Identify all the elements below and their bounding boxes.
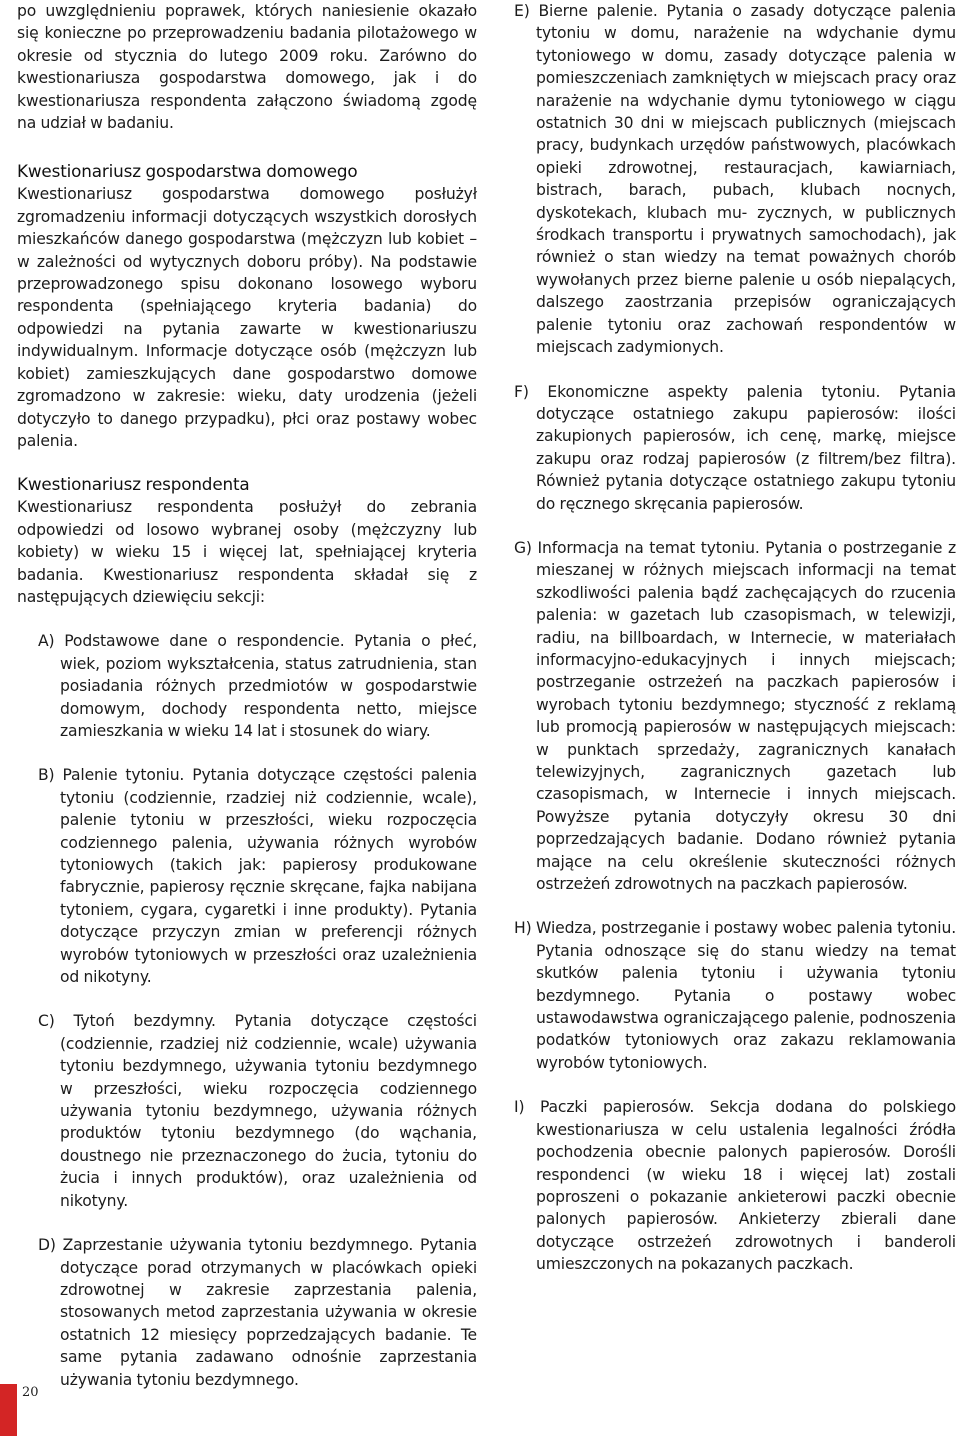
page-number-accent-bar (0, 1384, 17, 1436)
section-f: F) Ekonomiczne aspekty palenia tytoniu. Pytania dotyczące ostatniego zakupu papierosów: ilości zakupionych papierosów, ich cenę, markę, miejsce zakupu oraz rodzaj papierosów (z filtrem/bez filtra). Również pytania dotyczące ostatniego zakupu tytoniu do ręcznego skręcania papierosów. (514, 382, 956, 513)
section-a: A) Podstawowe dane o respondencie. Pytania o płeć, wiek, poziom wykształcenia, status zatrudnienia, stan posiadania różnych przedmiotów w gospodarstwie domowym, dochody respondenta netto, miejsce zamieszkania w wieku 14 lat i stosunek do wiary. (38, 632, 477, 740)
left-column (17, 0, 477, 1391)
respondent-questionnaire-heading: Kwestionariusz respondenta (17, 474, 250, 495)
page-number: 20 (22, 1385, 39, 1400)
section-i: I) Paczki papierosów. Sekcja dodana do polskiego kwestionariusza w celu ustalenia legalności źródła pochodzenia obecnie palonych papierosów. Dorośli respondenci (w wieku 18 i więcej lat) zostali poproszeni o pokazanie ankieterowi paczki obecnie palonych papierosów. Ankieterzy zbierali dane dotyczące ostrzeżeń zdrowotnych i banderoli umieszczonych na pokazanych paczkach. (514, 1098, 956, 1274)
household-questionnaire-text: Kwestionariusz gospodarstwa domowego posłużył zgromadzeniu informacji dotyczących wszystkich dorosłych mieszkańców danego gospodarstwa (mężczyzn lub kobiet – w zależności od wytycznych doboru próby). Na podstawie przeprowadzonego spisu dokonano losowego wyboru respondenta (spełniającego kryteria badania) do odpowiedzi na pytania zawarte w kwestionariuszu indywidualnym. Informacje dotyczące osób (mężczyzn lub kobiet) zamieszkujących dane gospodarstwo domowe zgromadzono w zakresie: wieku, daty urodzenia (jeżeli dotyczyło to danego przypadku), płci oraz postawy wobec palenia. (17, 185, 477, 450)
respondent-questionnaire-text: Kwestionariusz respondenta posłużył do zebrania odpowiedzi od losowo wybranej osoby (mężczyzny lub kobiety) w wieku 15 i więcej lat, spełniającej kryteria badania. Kwestionariusz respondenta składał się z następujących dziewięciu sekcji: (17, 498, 477, 606)
section-g: G) Informacja na temat tytoniu. Pytania o postrzeganie z mieszanej w różnych miejscach informacji na temat szkodliwości palenia bądź zachęcających do rzucenia palenia: w gazetach lub czasopismach, w telewizji, radiu, na billboardach, w Internecie, w materiałach informacyjno-edukacyjnych i innych miejscach; postrzeganie ostrzeżeń na paczkach papierosów i wyrobach tytoniu bezdymnego; styczność z reklamą lub promocją papierosów w następujących miejscach: w punktach sprzedaży, zagranicznych kanałach telewizyjnych, zagranicznych gazetach lub czasopismach, w Internecie i innych miejscach. Powyższe pytania dotyczyły okresu 30 dni poprzedzających badanie. Dodano również pytania mające na celu określenie skuteczności różnych ostrzeżeń zdrowotnych na paczkach papierosów. (514, 538, 956, 894)
section-c: C) Tytoń bezdymny. Pytania dotyczące częstości (codziennie, rzadziej niż codziennie, wcale) używania tytoniu bezdymnego, używania tytoniu bezdymnego w przeszłości, wieku rozpoczęcia codziennego używania tytoniu bezdymnego, używania różnych produktów tytoniu bezdymnego (do wąchania, doustnego nie przeznaczonego do żucia, tytoniu do żucia i innych produktów), oraz uzależnienia od nikotyny. (38, 1012, 477, 1210)
household-questionnaire-heading: Kwestionariusz gospodarstwa domowego (17, 161, 358, 182)
section-h: H) Wiedza, postrzeganie i postawy wobec palenia tytoniu. Pytania odnoszące się do stanu wiedzy na temat skutków palenia tytoniu i używania tytoniu bezdymnego. Pytania o postawy wobec ustawodawstwa ograniczającego palenie, podnoszenia podatków tytoniowych oraz zakazu reklamowania wyrobów tytoniowych. (514, 919, 956, 1072)
section-b: B) Palenie tytoniu. Pytania dotyczące częstości palenia tytoniu (codziennie, rzadziej niż codziennie, wcale), palenie tytoniu w przeszłości, wieku rozpoczęcia codziennego palenia, używania różnych wyrobów tytoniowych (takich jak: papierosy produkowane fabrycznie, papierosy ręcznie skręcane, fajka nabijana tytoniem, cygara, cygaretki i inne produkty). Pytania dotyczące przyczyn zmian w preferencji różnych wyrobów tytoniowych w przeszłości oraz uzależnienia od nikotyny. (38, 766, 477, 987)
intro-paragraph: po uwzględnieniu poprawek, których naniesienie okazało się konieczne po przeprowadzeniu badania pilotażowego w okresie od stycznia do lutego 2009 roku. Zarówno do kwestionariusza gospodarstwa domowego, jak i do kwestionariusza respondenta załączono świadomą zgodę na udział w badaniu. (17, 2, 477, 133)
section-d: D) Zaprzestanie używania tytoniu bezdymnego. Pytania dotyczące porad otrzymanych w placówkach opieki zdrowotnej w zakresie zaprzestania palenia, stosowanych metod zaprzestania używania w okresie ostatnich 12 miesięcy poprzedzających badanie. Te same pytania zadawano odnośnie zaprzestania używania tytoniu bezdymnego. (38, 1236, 477, 1389)
right-column (514, 0, 956, 1276)
section-e: E) Bierne palenie. Pytania o zasady dotyczące palenia tytoniu w domu, narażenie na wdychanie dymu tytoniowego w domu, zasady dotyczące palenia w pomieszczeniach zamkniętych w miejscach pracy oraz narażenie na wdychanie dymu tytoniowego w ciągu ostatnich 30 dni w miejscach publicznych (miejscach pracy, budynkach urzędów państwowych, placówkach opieki zdrowotnej, restauracjach, kawiarniach, bistrach, barach, pubach, klubach nocnych, dyskotekach, klubach mu- zycznych, w publicznych środkach transportu i prywatnych samochodach), jak również o stan wiedzy na temat poważnych chorób wywołanych przez bierne palenie u osób niepalących, dalszego zaostrzania przepisów ograniczających palenie tytoniu oraz zachowań respondentów w miejscach zadymionych. (514, 2, 956, 357)
